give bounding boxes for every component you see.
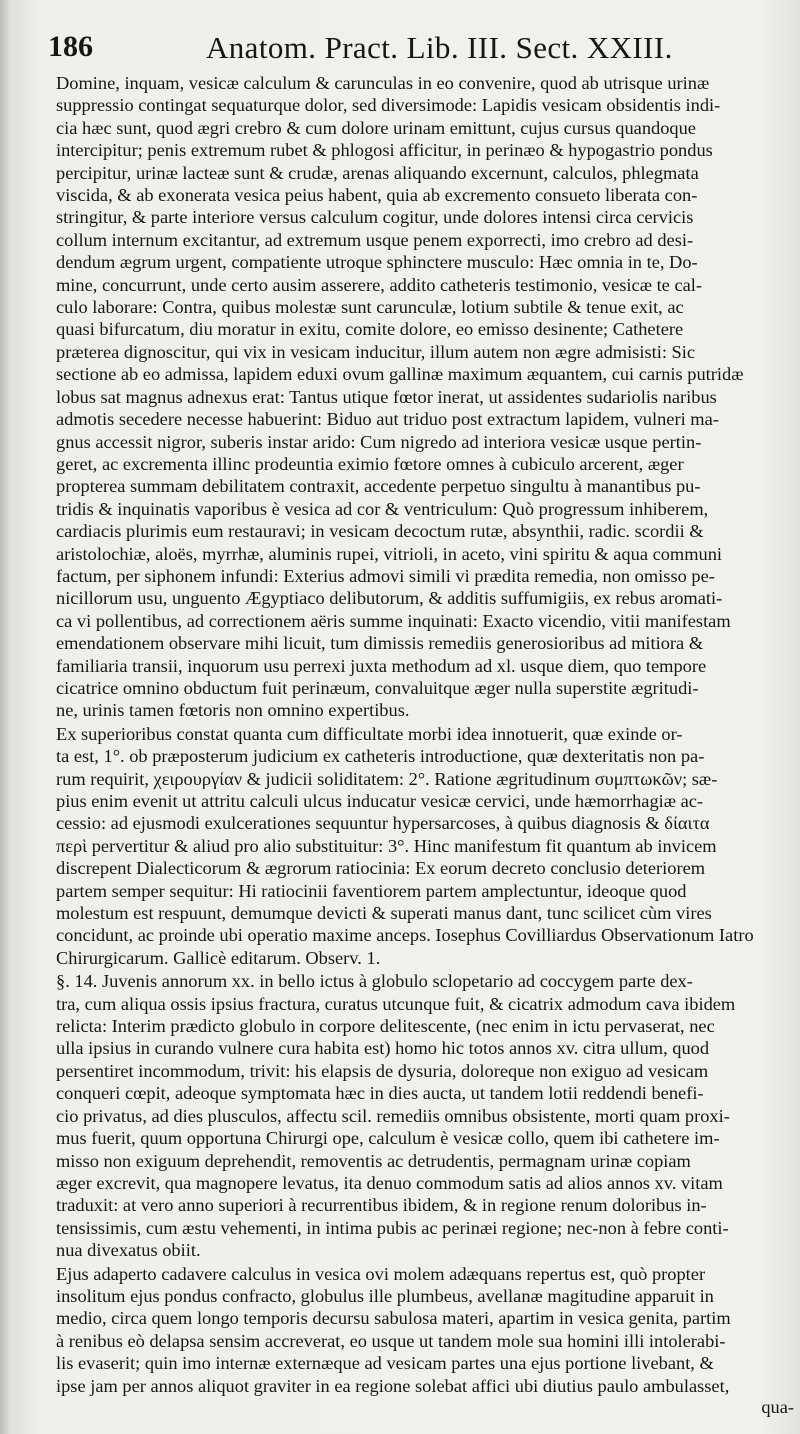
text-line: familiaria transii, inquorum usu perrexi juxta methodum ad xl. usque diem, quo tempore [56, 655, 707, 676]
text-line: propterea summam debilitatem contraxit, accedente perpetuo singultu à manantibus pu- [56, 476, 701, 497]
text-line: lis evaserit; quin imo internæ externæque ad vesicam partes una ejus portione livebant, & [56, 1353, 714, 1374]
text-line: quasi bifurcatum, diu moratur in exitu, comite dolore, eo emisso desinente; Cathetere [56, 319, 684, 340]
catchword: qua- [761, 1396, 794, 1417]
text-line: factum, per siphonem infundi: Exterius admovi simili vi prædita remedia, non omisso pe- [56, 565, 715, 586]
text-line: geret, ac excrementa illinc prodeuntia eximio fœtore omnes à cubiculo arcerent, æger [56, 453, 684, 474]
text-line: admotis secedere necesse habuerint: Biduo aut triduo post extractum lapidem, vulneri ma- [56, 409, 719, 430]
running-title: Anatom. Pract. Lib. III. Sect. XXIII. [206, 30, 673, 65]
text-line: sectione ab eo admissa, lapidem eduxi ovum gallinæ maximum æquantem, cui carnis putridæ [56, 364, 744, 385]
text-line: aristolochiæ, aloës, myrrhæ, aluminis rupei, vitrioli, in aceto, vini spiritu & aqua communi [56, 543, 723, 564]
text-line: cicatrice omnino obductum fuit perinæum, convaluitque æger nulla superstite ægritudi- [56, 677, 699, 698]
text-line: mus fuerit, quum opportuna Chirurgi ope, calculum è vesicæ collo, quem ibi cathetere im- [56, 1128, 720, 1149]
text-line: molestum est respuunt, demumque devicti & superati manus dant, tunc scilicet cùm vires [56, 903, 712, 924]
text-line: pius enim evenit ut attritu calculi ulcus inducatur vesicæ cervici, unde hæmorrhagiæ ac- [56, 791, 704, 811]
text-line: cio privatus, ad dies plusculos, affectu scil. remediis omnibus obsistente, morti quam proxi- [56, 1105, 730, 1126]
text-line: viscida, & ab exonerata vesica peius habent, quia ab excremento consueto liberata con- [56, 185, 698, 206]
text-line: tra, cum aliqua ossis ipsius fractura, curatus utcunque fuit, & cicatrix admodum cava ibidem [56, 993, 736, 1014]
paragraph-3 [56, 970, 794, 1261]
text-line: conqueri cœpit, adeoque symptomata hæc in dies aucta, ut tandem lotii reddendi benefi- [56, 1083, 704, 1104]
text-line: §. 14. Juvenis annorum xx. in bello ictus à globulo sclopetario ad coccygem parte dex- [56, 971, 693, 992]
page-number: 186 [48, 30, 93, 63]
paragraph-2 [56, 723, 794, 969]
text-line: nicillorum usu, unguento Ægyptiaco delibutorum, & additis suffumigiis, ex rebus aromati- [56, 588, 723, 609]
text-line: cessio: ad ejusmodi exulcerationes sequuntur hypersarcoses, à quibus diagnosis & δίαιτα [56, 813, 710, 834]
text-line: cardiacis plurimis eum restauravi; in vesicam decoctum rutæ, absynthii, radic. scordii & [56, 521, 704, 542]
text-line: misso non exiguum deprehendit, removentis ac detrudentis, permagnam urinæ copiam [56, 1150, 691, 1171]
text-line: suppressio contingat sequaturque dolor, sed diversimode: Lapidis vesicam obsidentis indi- [56, 95, 721, 116]
text-line: lobus sat magnus adnexus erat: Tantus utique fœtor inerat, ut assidentes sudariolis naribus [56, 386, 717, 407]
text-line: relicta: Interim prædicto globulo in corpore delitescente, (nec enim in ictu pervaserat, nec [56, 1016, 715, 1037]
text-line: Ex superioribus constat quanta cum difficultate morbi idea innotuerit, quæ exinde or- [56, 723, 683, 744]
paragraph-4 [56, 1263, 794, 1397]
text-line: tensissimis, cum æstu vehementi, in intima pubis ac perinæi regione; nec-non à febre conti- [56, 1217, 729, 1238]
text-line: percipitur, urinæ lacteæ sunt & crudæ, arenas aliquando excernunt, calculos, phlegmata [56, 162, 699, 183]
text-line: nua divexatus obiit. [56, 1240, 201, 1261]
text-line: persentiret incommodum, trivit: his elapsis de dysuria, doloreque non exiguo ad vesicam [56, 1060, 709, 1081]
text-line: discrepent Dialecticorum & ægrorum ratiocinia: Ex eorum decreto conclusio deteriorem [56, 858, 706, 879]
text-line: collum internum excitantur, ad extremum usque penem exporrecti, imo crebro ad desi- [56, 229, 694, 250]
text-line: intercipitur; penis extremum rubet & phlogosi afficitur, in perinæo & hypogastrio pondus [56, 140, 713, 161]
text-line: traduxit: at vero anno superiori à recurrentibus ibidem, & in regione renum doloribus in- [56, 1195, 707, 1216]
text-line: insolitum ejus pondus confracto, globulus ille plumbeus, avellanæ magitudine apparuit in [56, 1285, 714, 1306]
gutter-shadow [0, 0, 10, 1434]
text-line: gnus accessit nigror, suberis instar arido: Cum nigredo ad interiora vesicæ usque pertin- [56, 431, 702, 452]
text-line: ne, urinis tamen fœtoris non omnino expertibus. [56, 700, 410, 721]
text-line: Domine, inquam, vesicæ calculum & carunculas in eo convenire, quod ab utrisque urinæ [56, 73, 710, 93]
text-line: cia hæc sunt, quod ægri crebro & cum dolore urinam emittunt, cujus cursus quandoque [56, 117, 696, 138]
text-line: tridis & inquinatis vaporibus è vesica ad cor & ventriculum: Quò progressum inhiberem, [56, 498, 709, 519]
text-line: ca vi pollentibus, ad correctionem aëris summe inquinati: Exacto vicendio, vitii manifestam [56, 610, 731, 631]
text-line: præterea dignoscitur, qui vix in vesicam inducitur, illum autem non ægre admisisti: Sic [56, 341, 696, 362]
text-line: ta est, 1°. ob præposterum judicium ex catheteris introductione, quæ dexteritatis non pa- [56, 746, 705, 767]
text-line: partem semper sequitur: Hi ratiocinii faventiorem partem amplectuntur, ideoque quod [56, 880, 687, 901]
page-header [48, 30, 794, 72]
text-line: dendum ægrum urgent, compatiente utroque sphinctere musculo: Hæc omnia in te, Do- [56, 252, 698, 273]
text-line: περὶ pervertitur & aliud pro alio substituitur: 3°. Hinc manifestum fit quantum ab invicem [56, 835, 717, 856]
text-line: mine, concurrunt, unde certo ausim asserere, addito catheteris testimonio, vesicæ te cal- [56, 274, 702, 295]
paragraph-1 [56, 72, 794, 722]
text-line: à renibus eò delapsa sensim accreverat, eo usque ut tandem mole sua homini illi intolerabi- [56, 1330, 726, 1351]
main-text [56, 72, 794, 1397]
text-line: emendationem observare mihi licuit, tum dimissis remediis generosioribus ad mitiora & [56, 633, 704, 654]
text-line: stringitur, & parte interiore versus calculum cogitur, unde dolores intensi circa cervicis [56, 207, 694, 228]
text-line: concidunt, ac proinde ubi operatio maxime anceps. Iosephus Covilliardus Observationum Iatro [56, 925, 754, 946]
text-line: rum requirit, χειρουργίαν & judicii soliditatem: 2°. Ratione ægritudinum συμπτωκῶν; sæ- [56, 768, 718, 789]
text-line: æger excrevit, qua magnopere levatus, ita denuo commodum satis ad alios annos xv. vitam [56, 1172, 723, 1193]
text-line: ipse jam per annos aliquot graviter in ea regione solebat affici ubi diutius paulo ambulasset, [56, 1375, 730, 1396]
text-line: Chirurgicarum. Gallicè editarum. Observ. 1. [56, 947, 381, 968]
text-line: Ejus adaperto cadavere calculus in vesica ovi molem adæquans repertus est, quò propter [56, 1263, 706, 1284]
text-line: ulla ipsius in curando vulnere cura habita est) homo hic totos annos xv. citra ullum, quod [56, 1038, 710, 1059]
text-line: medio, circa quem longo temporis decursu sabulosa materi, apartim in vesica genita, partim [56, 1308, 731, 1329]
text-line: culo laborare: Contra, quibus molestæ sunt carunculæ, lotium subtile & tenue exit, ac [56, 297, 684, 318]
